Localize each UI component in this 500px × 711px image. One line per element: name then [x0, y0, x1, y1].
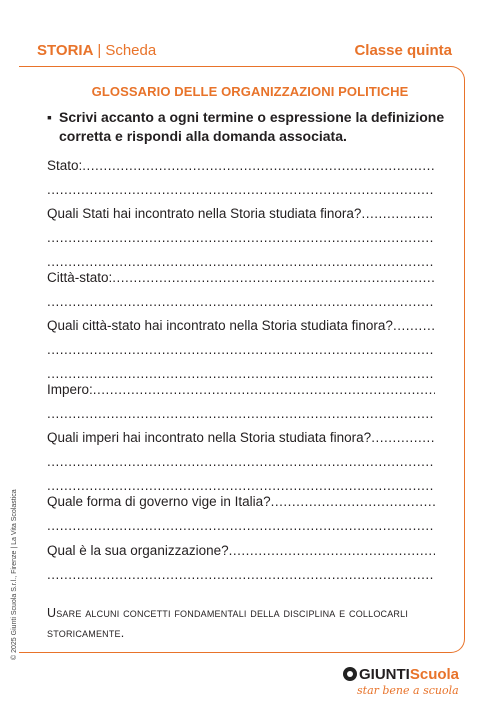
- dotted-answer-line[interactable]: [47, 366, 435, 381]
- answer-line: [47, 478, 435, 493]
- giunti-logo-icon: [343, 667, 357, 681]
- question-label: Quali Stati hai incontrato nella Storia studiata finora?: [47, 206, 362, 221]
- dotted-answer-line[interactable]: [47, 182, 435, 197]
- answer-line: [47, 342, 435, 357]
- dotted-answer-line[interactable]: [47, 454, 435, 469]
- question-label: Quali città-stato hai incontrato nella Storia studiata finora?: [47, 318, 393, 333]
- instruction-text: Scrivi accanto a ogni termine o espressione la definizione corretta e rispondi alla domanda associata.: [59, 109, 445, 144]
- question-row: [47, 430, 435, 445]
- header-separator: |: [97, 42, 102, 59]
- question-row: [47, 382, 435, 397]
- answer-line: [47, 366, 435, 381]
- dotted-answer-line[interactable]: [82, 158, 435, 173]
- answer-line: [47, 294, 435, 309]
- answer-line: [47, 406, 435, 421]
- logo-brand-giunti: GIUNTI: [359, 666, 410, 683]
- question-row: [47, 270, 435, 285]
- learning-objective: Usare alcuni concetti fondamentali della disciplina e collocarli storicamente.: [47, 606, 409, 640]
- bullet-icon: ▪: [47, 109, 52, 125]
- dotted-answer-line[interactable]: [112, 270, 435, 285]
- dotted-answer-line[interactable]: [47, 254, 435, 269]
- worksheet-title: GLOSSARIO DELLE ORGANIZZAZIONI POLITICHE: [91, 84, 409, 99]
- class-label: Classe quinta: [354, 42, 452, 59]
- logo-tagline: star bene a scuola: [357, 684, 459, 697]
- document-type-label: Scheda: [105, 42, 157, 59]
- answer-line: [47, 254, 435, 269]
- dotted-answer-line[interactable]: [229, 543, 435, 558]
- question-label: Città-stato:: [47, 270, 113, 285]
- answer-line: [47, 182, 435, 197]
- dotted-answer-line[interactable]: [371, 430, 435, 445]
- question-row: [47, 494, 435, 509]
- dotted-answer-line[interactable]: [93, 382, 435, 397]
- dotted-answer-line[interactable]: [271, 494, 435, 509]
- dotted-answer-line[interactable]: [47, 567, 435, 582]
- question-label: Impero:: [47, 382, 93, 397]
- answer-line: [47, 454, 435, 469]
- logo-brand-scuola: Scuola: [409, 666, 460, 683]
- copyright-credit: © 2025 Giunti Scuola S.r.l., Firenze | La Vita Scolastica: [11, 489, 18, 660]
- instruction: [47, 108, 447, 146]
- subject-label: STORIA: [37, 42, 94, 59]
- dotted-answer-line[interactable]: [47, 294, 435, 309]
- dotted-answer-line[interactable]: [361, 206, 435, 221]
- dotted-answer-line[interactable]: [47, 518, 435, 533]
- dotted-answer-line[interactable]: [47, 342, 435, 357]
- answer-line: [47, 567, 435, 582]
- question-label: Quale forma di governo vige in Italia?: [47, 494, 271, 509]
- dotted-answer-line[interactable]: [47, 230, 435, 245]
- question-label: Stato:: [47, 158, 83, 173]
- answer-line: [47, 230, 435, 245]
- dotted-answer-line[interactable]: [47, 406, 435, 421]
- question-row: [47, 158, 435, 173]
- dotted-answer-line[interactable]: [47, 478, 435, 493]
- header-left: [37, 42, 156, 59]
- question-row: [47, 206, 435, 221]
- worksheet-frame: [19, 66, 465, 653]
- question-row: [47, 318, 435, 333]
- dotted-answer-line[interactable]: [393, 318, 435, 333]
- question-label: Qual è la sua organizzazione?: [47, 543, 229, 558]
- giunti-scuola-logo: [343, 666, 460, 697]
- answer-line: [47, 518, 435, 533]
- question-label: Quali imperi hai incontrato nella Storia studiata finora?: [47, 430, 372, 445]
- question-row: [47, 543, 435, 558]
